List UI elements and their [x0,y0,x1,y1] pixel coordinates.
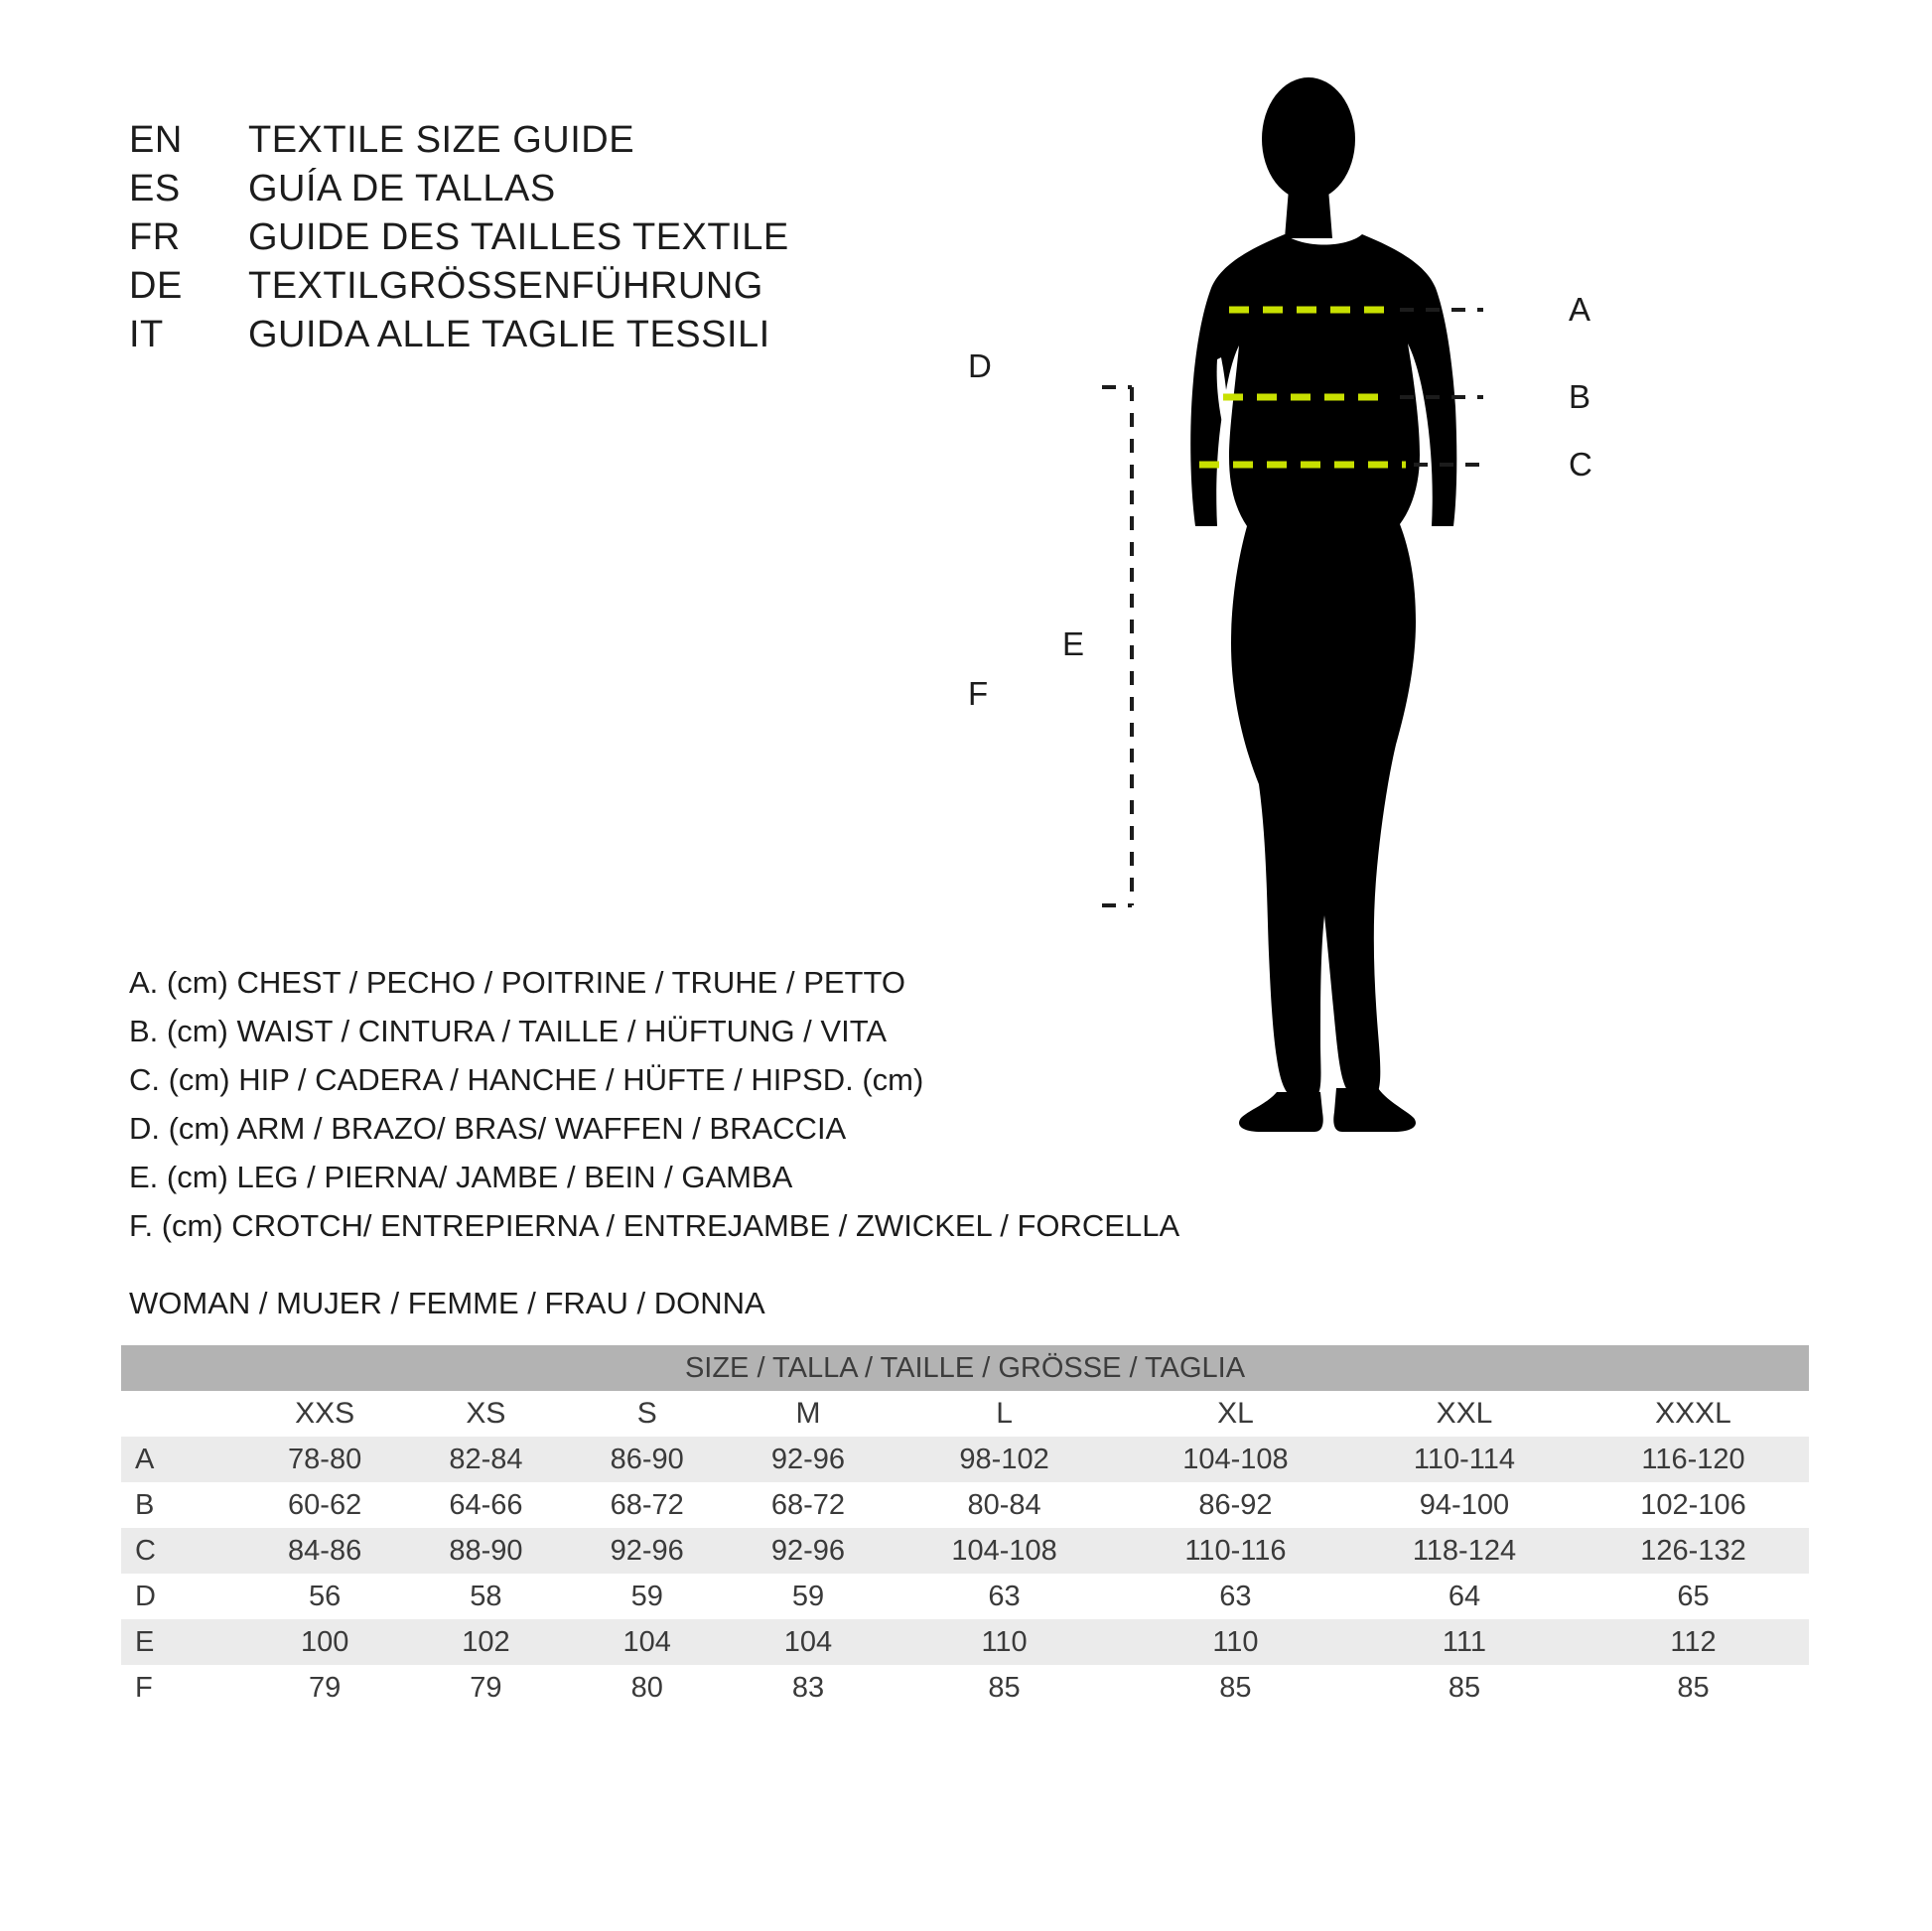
dimension-label-b: B [1569,378,1591,415]
cell: 56 [244,1574,405,1619]
size-col-m: M [728,1391,889,1437]
table-row [121,1619,1809,1665]
size-col-xl: XL [1120,1391,1351,1437]
cell: 60-62 [244,1482,405,1528]
size-col-xxl: XXL [1351,1391,1578,1437]
title-row [129,265,884,308]
row-label-d: D [121,1574,244,1619]
cell: 111 [1351,1619,1578,1665]
table-row [121,1665,1809,1711]
row-label-e: E [121,1619,244,1665]
cell: 110 [1120,1619,1351,1665]
cell: 86-90 [567,1437,728,1482]
title-block [129,119,884,362]
table-header-label: SIZE / TALLA / TAILLE / GRÖSSE / TAGLIA [121,1345,1809,1391]
title-text-de: TEXTILGRÖSSENFÜHRUNG [248,265,763,307]
cell: 104 [728,1619,889,1665]
table-row [121,1482,1809,1528]
size-col-xxxl: XXXL [1578,1391,1809,1437]
cell: 102-106 [1578,1482,1809,1528]
row-label-f: F [121,1665,244,1711]
cell: 79 [244,1665,405,1711]
cell: 118-124 [1351,1528,1578,1574]
cell: 92-96 [567,1528,728,1574]
cell: 59 [728,1574,889,1619]
size-col-s: S [567,1391,728,1437]
title-row [129,216,884,259]
cell: 79 [405,1665,566,1711]
cell: 110 [889,1619,1120,1665]
cell: 65 [1578,1574,1809,1619]
size-col-xs: XS [405,1391,566,1437]
dimension-label-a: A [1569,291,1591,328]
title-text-es: GUÍA DE TALLAS [248,168,556,209]
cell: 88-90 [405,1528,566,1574]
legend-line-c: C. (cm) HIP / CADERA / HANCHE / HÜFTE / HIPSD. (cm) [129,1062,924,1097]
size-col-xxs: XXS [244,1391,405,1437]
bracket-e [1102,387,1132,905]
cell: 98-102 [889,1437,1120,1482]
cell: 63 [1120,1574,1351,1619]
cell: 112 [1578,1619,1809,1665]
title-row [129,119,884,162]
cell: 64 [1351,1574,1578,1619]
title-lang-de: DE [129,265,183,307]
cell: 58 [405,1574,566,1619]
size-row-blank [121,1391,244,1437]
cell: 85 [1578,1665,1809,1711]
legend-line-f: F. (cm) CROTCH/ ENTREPIERNA / ENTREJAMBE / ZWICKEL / FORCELLA [129,1208,1180,1243]
cell: 116-120 [1578,1437,1809,1482]
dimension-label-e: E [1062,625,1085,662]
size-col-l: L [889,1391,1120,1437]
cell: 85 [1351,1665,1578,1711]
title-text-it: GUIDA ALLE TAGLIE TESSILI [248,314,770,355]
row-label-b: B [121,1482,244,1528]
legend-line-b: B. (cm) WAIST / CINTURA / TAILLE / HÜFTUNG / VITA [129,1014,888,1048]
cell: 83 [728,1665,889,1711]
cell: 86-92 [1120,1482,1351,1528]
size-table [121,1345,1809,1711]
legend-line-a: A. (cm) CHEST / PECHO / POITRINE / TRUHE / PETTO [129,965,905,1000]
table-row [121,1437,1809,1482]
legend-line-e: E. (cm) LEG / PIERNA/ JAMBE / BEIN / GAMBA [129,1160,793,1194]
cell: 59 [567,1574,728,1619]
cell: 92-96 [728,1437,889,1482]
cell: 102 [405,1619,566,1665]
cell: 110-114 [1351,1437,1578,1482]
gender-heading: WOMAN / MUJER / FEMME / FRAU / DONNA [129,1286,765,1320]
dimension-label-d: D [968,347,992,384]
title-row [129,168,884,210]
cell: 104-108 [1120,1437,1351,1482]
cell: 100 [244,1619,405,1665]
table-header-row [121,1345,1809,1391]
cell: 110-116 [1120,1528,1351,1574]
legend-block [129,958,1271,1250]
title-text-en: TEXTILE SIZE GUIDE [248,119,635,161]
cell: 126-132 [1578,1528,1809,1574]
row-label-a: A [121,1437,244,1482]
table-row [121,1574,1809,1619]
cell: 68-72 [728,1482,889,1528]
dimension-label-c: C [1569,446,1592,483]
table-row [121,1528,1809,1574]
cell: 78-80 [244,1437,405,1482]
title-row [129,314,884,356]
cell: 80-84 [889,1482,1120,1528]
row-label-c: C [121,1528,244,1574]
cell: 94-100 [1351,1482,1578,1528]
title-lang-es: ES [129,168,181,209]
cell: 85 [889,1665,1120,1711]
cell: 104 [567,1619,728,1665]
title-lang-fr: FR [129,216,181,258]
cell: 68-72 [567,1482,728,1528]
cell: 64-66 [405,1482,566,1528]
cell: 63 [889,1574,1120,1619]
title-lang-it: IT [129,314,164,355]
cell: 80 [567,1665,728,1711]
legend-line-d: D. (cm) ARM / BRAZO/ BRAS/ WAFFEN / BRACCIA [129,1111,847,1146]
dimension-label-f: F [968,675,989,712]
table-size-row [121,1391,1809,1437]
cell: 84-86 [244,1528,405,1574]
title-lang-en: EN [129,119,183,161]
cell: 85 [1120,1665,1351,1711]
cell: 82-84 [405,1437,566,1482]
title-text-fr: GUIDE DES TAILLES TEXTILE [248,216,789,258]
cell: 104-108 [889,1528,1120,1574]
cell: 92-96 [728,1528,889,1574]
